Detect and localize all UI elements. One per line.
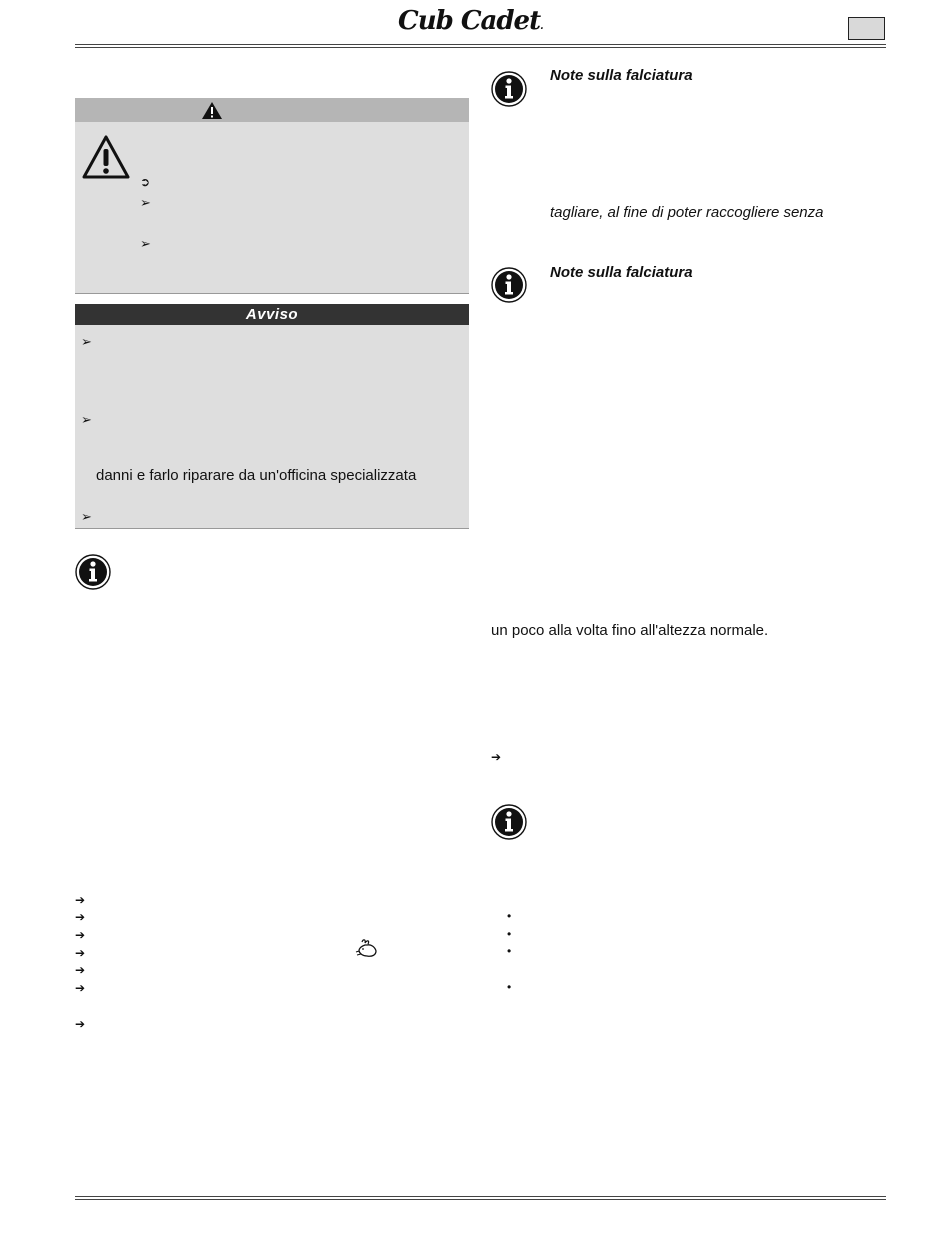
list-arrow-marker: ➔ [75,981,86,995]
bullet-marker: • [507,980,512,994]
list-arrow-marker: ➔ [491,750,502,764]
list-arrow-marker: ➔ [75,963,86,977]
note-title: Note sulla falciatura [550,264,693,281]
avviso-box [75,304,469,529]
avviso-title: Avviso [75,304,469,325]
warning-marker-action: ➲ [140,175,151,189]
note-text-line: tagliare, al fine di poter raccogliere senza [550,204,824,221]
list-arrow-marker: ➔ [75,1017,86,1031]
info-icon [491,804,527,840]
warning-box-header [75,98,469,122]
rabbit-fast-icon [354,938,380,960]
list-arrow-marker: ➔ [75,946,86,960]
warning-marker-item: ➢ [140,236,151,251]
body-text-line: un poco alla volta fino all'altezza normale. [491,622,769,639]
footer-rule-top [75,1196,886,1197]
avviso-text-line: danni e farlo riparare da un'officina specializzata [96,467,417,484]
warning-marker-item: ➢ [140,195,151,210]
list-arrow-marker: ➔ [75,910,86,924]
avviso-marker: ➢ [81,334,92,349]
header-rule-bottom [75,47,886,48]
avviso-marker: ➢ [81,509,92,524]
list-arrow-marker: ➔ [75,928,86,942]
warning-small-icon [201,101,223,120]
info-icon [491,71,527,107]
list-arrow-marker: ➔ [75,893,86,907]
cub-cadet-logo: Cub Cadet. [398,6,543,36]
info-icon [491,267,527,303]
warning-box [75,98,469,294]
bullet-marker: • [507,909,512,923]
bullet-marker: • [507,927,512,941]
avviso-marker: ➢ [81,412,92,427]
note-title: Note sulla falciatura [550,67,693,84]
header-rule-top [75,44,886,45]
page-number-box [848,17,885,40]
bullet-marker: • [507,944,512,958]
info-icon [75,554,111,590]
footer-rule-bottom [75,1199,886,1200]
warning-triangle-icon [81,134,131,180]
